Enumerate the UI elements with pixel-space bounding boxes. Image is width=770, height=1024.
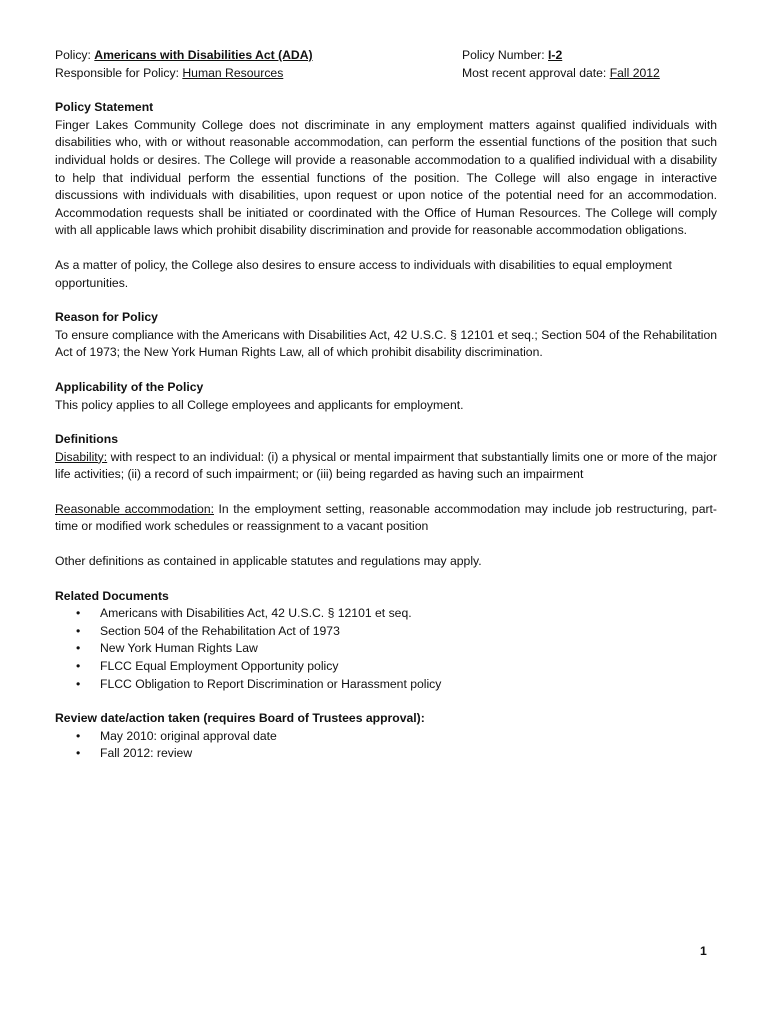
list-item bbox=[55, 623, 717, 641]
other-definitions: Other definitions as contained in applicable statutes and regulations may apply. bbox=[55, 554, 482, 569]
header-row-2 bbox=[55, 65, 717, 83]
policy-statement-section bbox=[55, 99, 717, 292]
reason-section bbox=[55, 309, 717, 362]
policy-number-line bbox=[462, 47, 562, 65]
definitions-heading: Definitions bbox=[55, 432, 118, 447]
policy-statement-heading: Policy Statement bbox=[55, 100, 154, 115]
disability-text: with respect to an individual: (i) a physical or mental impairment that substantially limits one or more of the major life activities; (ii) a record of such impairment; or (iii) being regarded as having such an impairment bbox=[55, 449, 717, 482]
list-item bbox=[55, 745, 717, 763]
list-item-text: May 2010: original approval date bbox=[100, 728, 277, 743]
policy-statement-paragraph-2: As a matter of policy, the College also desires to ensure access to individuals with disabilities to equal employment opportunities. bbox=[55, 257, 672, 290]
related-documents-list bbox=[55, 605, 717, 693]
list-item bbox=[55, 640, 717, 658]
applicability-section bbox=[55, 379, 717, 414]
definitions-section bbox=[55, 431, 717, 571]
disability-term: Disability: bbox=[55, 449, 108, 464]
list-item-text: Section 504 of the Rehabilitation Act of 1973 bbox=[100, 623, 340, 638]
list-item-text: New York Human Rights Law bbox=[100, 641, 258, 656]
related-documents-heading: Related Documents bbox=[55, 588, 169, 603]
reason-text: To ensure compliance with the Americans with Disabilities Act, 42 U.S.C. § 12101 et seq.; Section 504 of the Rehabilitation Act of 1973; the New York Human Rights Law, all of which prohibit disability discrimination. bbox=[55, 327, 717, 360]
policy-label: Policy: bbox=[55, 48, 95, 62]
bullet-icon: • bbox=[76, 659, 81, 674]
list-item-text: FLCC Equal Employment Opportunity policy bbox=[100, 659, 339, 674]
applicability-text: This policy applies to all College employees and applicants for employment. bbox=[55, 397, 464, 412]
review-section bbox=[55, 710, 717, 763]
approval-value: Fall 2012 bbox=[609, 65, 660, 80]
policy-number: I-2 bbox=[548, 48, 563, 62]
policy-name: Americans with Disabilities Act (ADA) bbox=[94, 48, 313, 62]
bullet-icon: • bbox=[76, 641, 81, 656]
bullet-icon: • bbox=[76, 746, 81, 761]
responsible-label: Responsible for Policy: bbox=[55, 65, 183, 80]
bullet-icon: • bbox=[76, 676, 81, 691]
policy-name-line bbox=[55, 47, 462, 65]
bullet-icon: • bbox=[76, 606, 81, 621]
responsible-value: Human Resources bbox=[182, 65, 284, 80]
accommodation-term: Reasonable accommodation: bbox=[55, 501, 214, 516]
responsible-line bbox=[55, 65, 462, 83]
review-heading: Review date/action taken (requires Board of Trustees approval): bbox=[55, 711, 425, 726]
disability-definition bbox=[55, 449, 717, 484]
applicability-heading: Applicability of the Policy bbox=[55, 379, 204, 394]
page-number: 1 bbox=[700, 944, 707, 958]
list-item bbox=[55, 728, 717, 746]
policy-statement-paragraph-1: Finger Lakes Community College does not discriminate in any employment matters against qualified individuals with disabilities who, with or without reasonable accommodation, can perform the essential functions of the position that such individual holds or desires. The College will provide a reasonable accommodation to a qualified individual with a disability to help that individual perform the essential functions of the position. The College will also engage in interactive discussions with individuals with disabilities, upon request or upon notice of the potential need for an accommodation. Accommodation requests shall be initiated or coordinated with the Office of Human Resources. The College will comply with all applicable laws which prohibit disability discrimination and provide for reasonable accommodation obligations. bbox=[55, 117, 717, 238]
list-item bbox=[55, 658, 717, 676]
bullet-icon: • bbox=[76, 623, 81, 638]
list-item bbox=[55, 676, 717, 694]
accommodation-text: In the employment setting, reasonable accommodation may include job restructuring, part-time or modified work schedules or reassignment to a vacant position bbox=[55, 501, 717, 534]
list-item-text: FLCC Obligation to Report Discrimination or Harassment policy bbox=[100, 676, 442, 691]
approval-label: Most recent approval date: bbox=[462, 65, 610, 80]
list-item bbox=[55, 605, 717, 623]
review-list bbox=[55, 728, 717, 763]
bullet-icon: • bbox=[76, 728, 81, 743]
header-row-1 bbox=[55, 47, 717, 65]
reason-heading: Reason for Policy bbox=[55, 310, 158, 325]
approval-line bbox=[462, 65, 660, 83]
list-item-text: Americans with Disabilities Act, 42 U.S.C. § 12101 et seq. bbox=[100, 606, 412, 621]
policy-number-label: Policy Number: bbox=[462, 48, 549, 62]
list-item-text: Fall 2012: review bbox=[100, 746, 193, 761]
accommodation-definition bbox=[55, 501, 717, 536]
policy-document bbox=[55, 47, 717, 763]
related-documents-section bbox=[55, 588, 717, 694]
